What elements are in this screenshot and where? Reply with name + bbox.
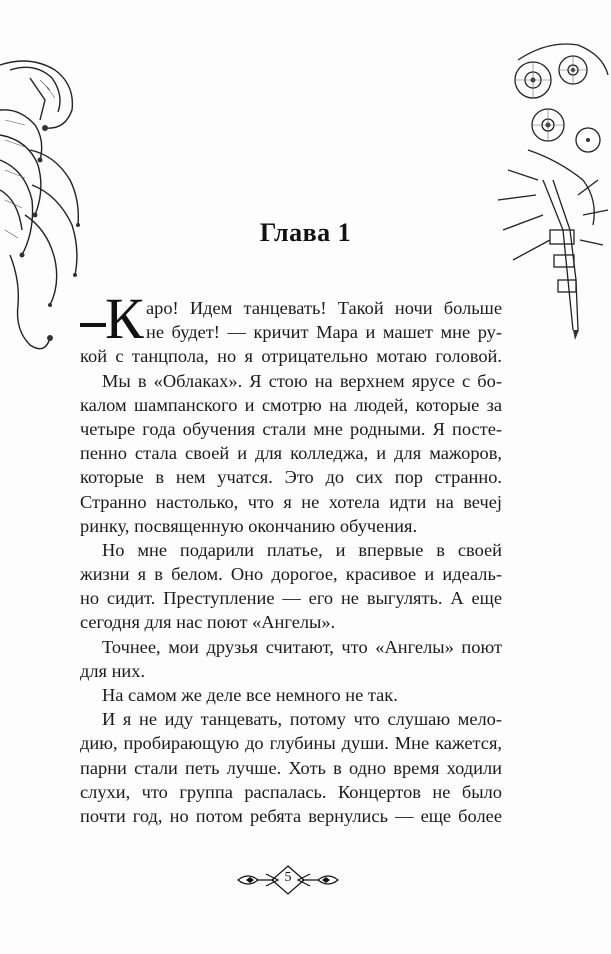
scorpion-illustration-right: [488, 30, 611, 340]
text-line: калом шампанского и смотрю на людей, которые за: [80, 394, 502, 415]
text-line: И я не иду танцевать, потому что слушаю мело-: [102, 709, 502, 730]
text-line: жизни я в белом. Оно дорогое, красивое и идеаль-: [80, 564, 502, 585]
text-line: Странно настолько, что я не хотела идти на вечеј: [80, 491, 502, 512]
text-line: На самом же деле все немного не так.: [102, 685, 398, 705]
text-line: сегодня для нас поют «Ангелы».: [80, 612, 336, 633]
text-line: Точнее, мои друзья считают, что «Ангелы» поют: [102, 636, 502, 657]
drop-cap-dash: [80, 323, 106, 327]
drop-cap: [80, 286, 147, 351]
text-line: для них.: [80, 660, 146, 681]
page-number-ornament: [236, 864, 340, 896]
text-line: кой с танцпола, но я отрицательно мотаю головой.: [80, 346, 502, 367]
text-line: аро! Идем танцевать! Такой ночи больше: [146, 298, 502, 318]
text-line: Мы в «Облаках». Я стою на верхнем ярусе с бо-: [102, 370, 502, 391]
page-number: 5: [284, 870, 292, 885]
text-line: ринку, посвященную окончанию обучения.: [80, 515, 418, 536]
text-line: пенно стала своей и для колледжа, и для мажоров,: [80, 443, 502, 464]
text-line: не будет! — кричит Мара и машет мне ру-: [146, 322, 502, 343]
drop-cap-letter: К: [105, 286, 144, 351]
chapter-title: Глава 1: [259, 218, 352, 247]
body-text: [80, 286, 502, 828]
text-line: Но мне подарили платье, и впервые в своей: [102, 539, 502, 560]
text-line: но сидит. Преступление — его не выгулять. А еще: [80, 588, 502, 609]
text-line: парни стали петь лучше. Хоть в одно время ходили: [80, 757, 502, 778]
text-line: почти год, но потом ребята вернулись — еще более: [80, 805, 502, 826]
text-line: которые в нем учатся. Это до сих пор странно.: [80, 467, 502, 488]
text-line: слухи, что группа распалась. Концертов не было: [80, 781, 502, 802]
text-line: дию, пробирающую до глубины души. Мне кажется,: [80, 733, 502, 754]
text-line: четыре года обучения стали мне родными. Я посте-: [80, 418, 502, 439]
